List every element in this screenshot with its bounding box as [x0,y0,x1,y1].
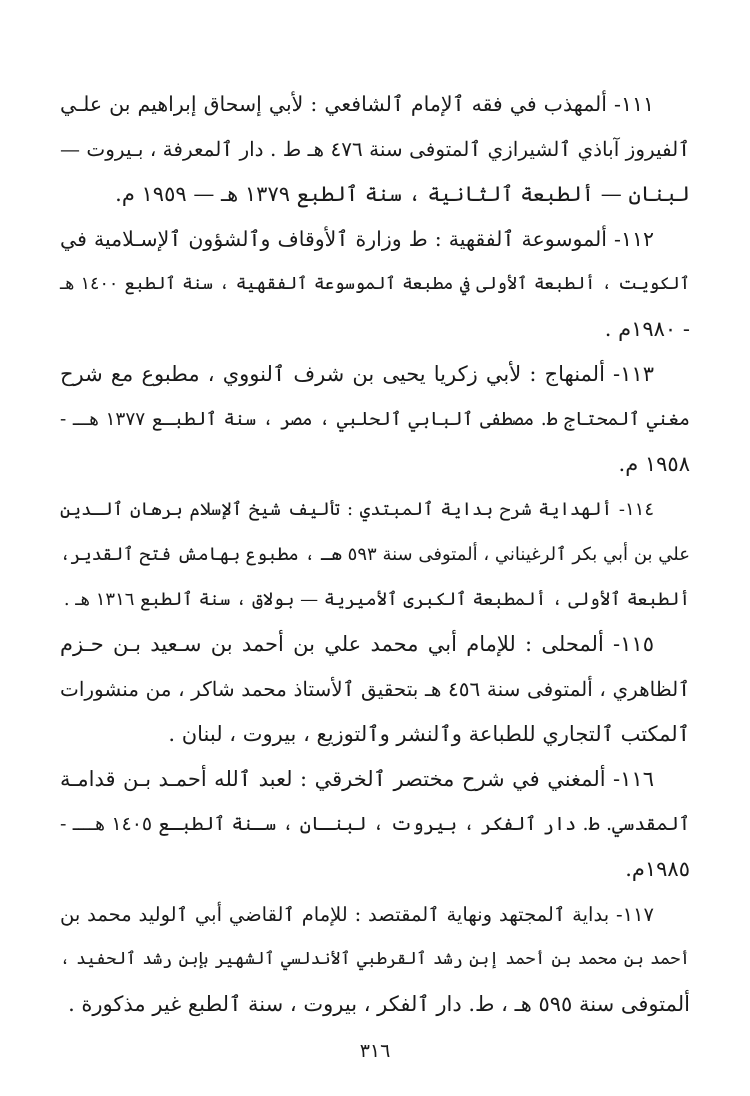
bibliography-entry-114 [60,487,690,622]
entry-line: ألطبعة ٱلأولى ، ألمطبعة ٱلكبرى ٱلأميرية — بولاق ، سنة ٱلطبع ١٣١٦ هـ . [63,589,690,610]
entry-line: ١١٦- ألمغني في شرح مختصر ٱلخرقي : لعبد ٱلله أحمـد بـن قدامـة [60,767,654,791]
entry-line: ألمتوفى سنة ٥٩٥ هـ ، ط. دار ٱلفكر ، بيروت ، سنة ٱلطبع غير مذكورة . [68,992,690,1016]
entry-line: علي بن أبي بكر ٱلرغيناني ، ألمتوفى سنة ٥٩٣ هـ ، مطبوع بهامش فتح ٱلقدير، [60,544,690,565]
bibliography-entry-112 [60,217,690,352]
bibliography-entry-115 [60,622,690,757]
entry-line: ١٩٥٨ م. [618,452,690,476]
entry-line: ٱلظاهري ، ألمتوفى سنة ٤٥٦ هـ بتحقيق ٱلأستاذ محمد شاكر ، من منشورات [60,677,690,701]
bibliography-entry-113 [60,352,690,487]
bibliography-entry-111 [60,82,690,217]
entry-line: - ١٩٨٠م . [604,317,690,341]
entry-line: ٱلكويت ، ألطبعة ٱلأولى في مطبعة ٱلموسوعة ٱلفقهية ، سنة ٱلطبع ١٤٠٠ هـ [60,274,690,294]
entry-line: ١١٣- ألمنهاج : لأبي زكريا يحيى بن شرف ٱلنووي ، مطبوع مع شرح [60,362,654,386]
entry-line: ١١٧- بداية ٱلمجتهد ونهاية ٱلمقتصد : للإمام ٱلقاضي أبي ٱلوليد محمد بن [60,903,654,926]
page-number: ٣١٦ [359,1040,391,1062]
entry-line: مغني ٱلمحتاج ط. مصطفى ٱلبابي ٱلحلبي ، مصر ، سنة ٱلطبـع ١٣٧٧ هـــ - [60,409,690,430]
entry-line: لبنان — ألطبعة ٱلثانية ، سنة ٱلطبع ١٣٧٩ هـ — ١٩٥٩ م. [115,182,690,206]
entry-line: ٱلمقدسي. ط. دار ٱلفكر ، بيروت ، لبنـان ، سـنة ٱلطبـع ١٤٠٥ هــــ - [60,813,690,835]
entry-line: ١١٢- ألموسوعة ٱلفقهية : ط وزارة ٱلأوقاف وٱلشؤون ٱلإسـلامية في [60,227,654,251]
entry-line: أحمد بن محمد بن أحمد إبن رشد ٱلقرطبي ٱلأندلسي ٱلشهير بإبن رشد ٱلحفيد ، [60,949,690,969]
bibliography-page [60,82,690,1027]
entry-line: ٱلمكتب ٱلتجاري للطباعة وٱلنشر وٱلتوزيع ، بيروت ، لبنان . [168,722,690,746]
entry-line: ١١١- ألمهذب في فقه ٱلإمام ٱلشافعي : لأبي إسحاق إبراهيم بن علـي [60,92,654,116]
bibliography-entry-116 [60,757,690,892]
entry-line: ١١٤- ألهداية شرح بداية ٱلمبتدي : تأليف شيخ ٱلإسلام برهان ٱلـدين [60,499,654,520]
entry-line: ١٩٨٥م. [625,857,690,881]
bibliography-entry-117 [60,892,690,1027]
entry-line: ١١٥- ألمحلى : للإمام أبي محمد علي بن أحمد بن سـعيد بـن حـزم [60,632,654,656]
entry-line: ٱلفيروز آباذي ٱلشيرازي ٱلمتوفى سنة ٤٧٦ هـ ط . دار ٱلمعرفة ، بـيروت — [60,137,690,161]
